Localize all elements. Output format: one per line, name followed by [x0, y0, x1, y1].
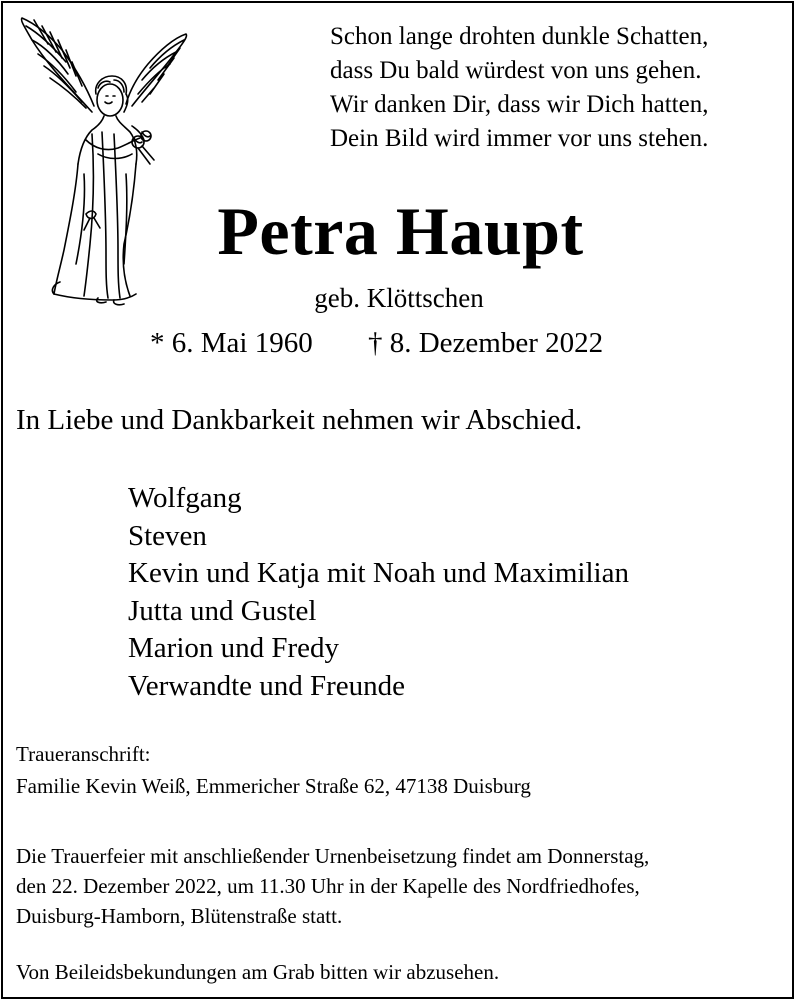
poem-line: dass Du bald würdest von uns gehen. [330, 57, 702, 84]
birth-date: * 6. Mai 1960 [150, 327, 313, 359]
mourner-name: Marion und Fredy [128, 632, 340, 665]
mourner-name: Steven [128, 519, 207, 552]
funeral-service-info [16, 841, 649, 931]
condolence-note: Von Beileidsbekundungen am Grab bitten wir abzusehen. [16, 960, 500, 984]
mourner-name: Verwandte und Freunde [128, 669, 406, 702]
service-line: Duisburg-Hamborn, Blütenstraße statt. [16, 904, 343, 928]
mourning-address [16, 738, 531, 802]
death-date: † 8. Dezember 2022 [367, 327, 604, 359]
mourner-name: Wolfgang [128, 482, 242, 514]
service-line: Die Trauerfeier mit anschließender Urnenbeisetzung findet am Donnerstag, [16, 844, 650, 868]
birth-name: geb. Klöttschen [314, 283, 484, 313]
mourner-name: Jutta und Gustel [128, 594, 317, 627]
farewell-text: In Liebe und Dankbarkeit nehmen wir Abschied. [16, 404, 583, 436]
deceased-name: Petra Haupt [217, 193, 584, 269]
life-dates [150, 324, 603, 362]
poem-line: Dein Bild wird immer vor uns stehen. [330, 125, 709, 152]
address-line: Familie Kevin Weiß, Emmericher Straße 62, 47138 Duisburg [16, 774, 531, 798]
poem [330, 20, 790, 156]
poem-line: Wir danken Dir, dass wir Dich hatten, [330, 91, 709, 118]
poem-line: Schon lange drohten dunkle Schatten, [330, 23, 709, 50]
mourner-name: Kevin und Katja mit Noah und Maximilian [128, 557, 629, 590]
address-label: Traueranschrift: [16, 742, 151, 766]
service-line: den 22. Dezember 2022, um 11.30 Uhr in der Kapelle des Nordfriedhofes, [16, 874, 640, 898]
mourners-list [128, 480, 629, 706]
